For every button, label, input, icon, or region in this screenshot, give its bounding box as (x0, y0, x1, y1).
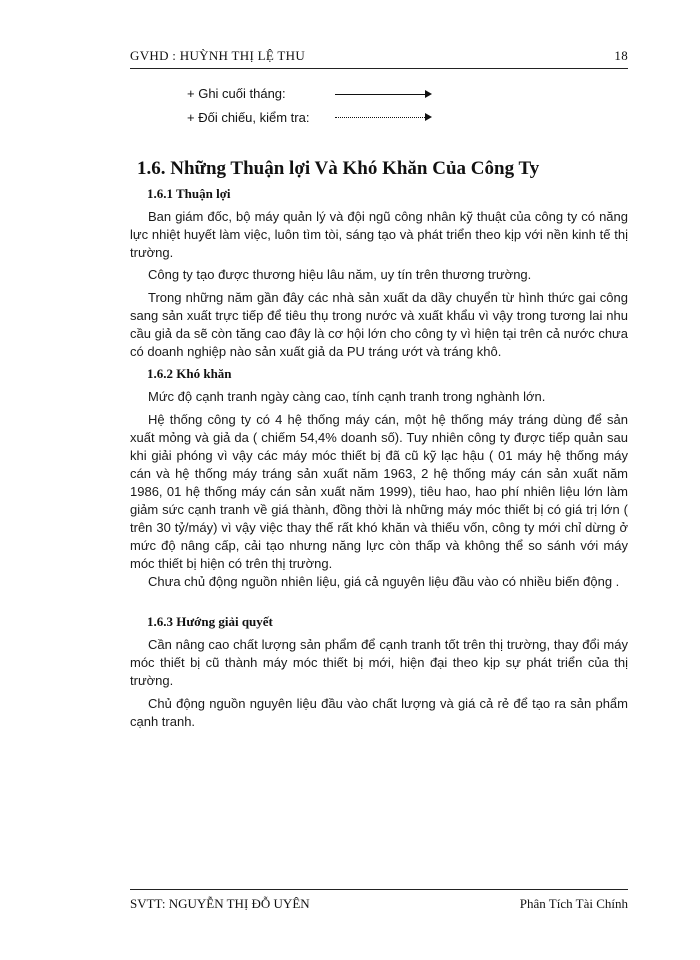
section-title: 1.6. Những Thuận lợi Và Khó Khăn Của Công Ty (137, 158, 540, 179)
difficulties-paragraph-2: Hệ thống công ty có 4 hệ thống máy cán, một hệ thống máy tráng dùng để sản xuất mỏng và giả da ( chiếm 54,4% doanh số). Tuy nhiên công ty được tiếp quản sau khi giải phóng vì vậy các máy móc thiết bị đã cũ kỹ lạc hậu ( 01 máy hệ thống máy cán và hệ thống máy tráng sản xuất năm 1963, 2 hệ thống máy cán sản xuất năm 1986, 01 hệ thống máy cán sản xuất năm 1999), tiêu hao, hao phí nhiên liệu lớn làm giảm sức cạnh tranh về giá thành, đồng thời là những máy móc thiết bị có giá trị lớn ( trên 30 tỷ/máy) vì vậy việc thay thế rất khó khăn và thiếu vốn, công ty mới chỉ dừng ở mức độ nâng cấp, cải tạo nhưng năng lực còn thấp và không thể so sánh với máy móc thiết bị hiện có trên thị trường. (130, 412, 628, 571)
solutions-paragraph-1: Cần nâng cao chất lượng sản phẩm để cạnh tranh tốt trên thị trường, thay đổi máy móc thiết bị cũ thành máy móc thiết bị mới, hiện đại theo kịp sự phát triển của thị trường. (130, 637, 628, 688)
footer-subject: Phân Tích Tài Chính (519, 896, 628, 911)
page-header (130, 48, 628, 68)
dotted-arrow-icon (425, 113, 432, 121)
header-instructor: GVHD : HUỲNH THỊ LỆ THU (130, 48, 306, 63)
dotted-arrow-line (335, 117, 427, 118)
solid-arrow-icon (425, 90, 432, 98)
footer-student: SVTT: NGUYỄN THỊ ĐỖ UYÊN (130, 896, 310, 911)
header-divider (130, 68, 628, 69)
advantages-paragraph-2: Công ty tạo được thương hiệu lâu năm, uy tín trên thương trường. (148, 267, 532, 282)
solutions-paragraph-2: Chủ động nguồn nguyên liệu đầu vào chất lượng và giá cả rẻ để tạo ra sản phẩm cạnh tranh. (130, 696, 628, 729)
difficulties-heading: 1.6.2 Khó khăn (147, 366, 232, 381)
page-number: 18 (614, 48, 628, 63)
solid-arrow-line (335, 94, 427, 95)
advantages-paragraph-1: Ban giám đốc, bộ máy quản lý và đội ngũ công nhân kỹ thuật của công ty có năng lực nhiệt huyết làm việc, luôn tìm tòi, sáng tạo và phát triển theo kịp với nền kinh tế thị trường. (130, 209, 628, 260)
advantages-paragraph-3: Trong những năm gần đây các nhà sản xuất da dầy chuyển từ hình thức gai công sang sản xuất trực tiếp để tiêu thụ trong nước và xuất khẩu vì vậy trong tương lai nhu cầu giả da sẽ còn tăng cao đây là cơ hội lớn cho công ty vì hiện tại trên cả nước chưa có doanh nghiệp nào sản xuất giả da PU tráng ướt và tráng khô. (130, 290, 628, 359)
footer-divider (130, 889, 628, 890)
advantages-heading: 1.6.1 Thuận lợi (147, 186, 231, 201)
legend-monthly-entry: + Ghi cuối tháng: (187, 86, 286, 101)
difficulties-paragraph-1: Mức độ cạnh tranh ngày càng cao, tính cạnh tranh trong nghành lớn. (148, 389, 546, 404)
legend-cross-check: + Đối chiếu, kiểm tra: (187, 110, 310, 125)
difficulties-paragraph-3: Chưa chủ động nguồn nhiên liệu, giá cả nguyên liệu đầu vào có nhiều biến động . (148, 574, 620, 589)
solutions-heading: 1.6.3 Hướng giải quyết (147, 614, 273, 629)
